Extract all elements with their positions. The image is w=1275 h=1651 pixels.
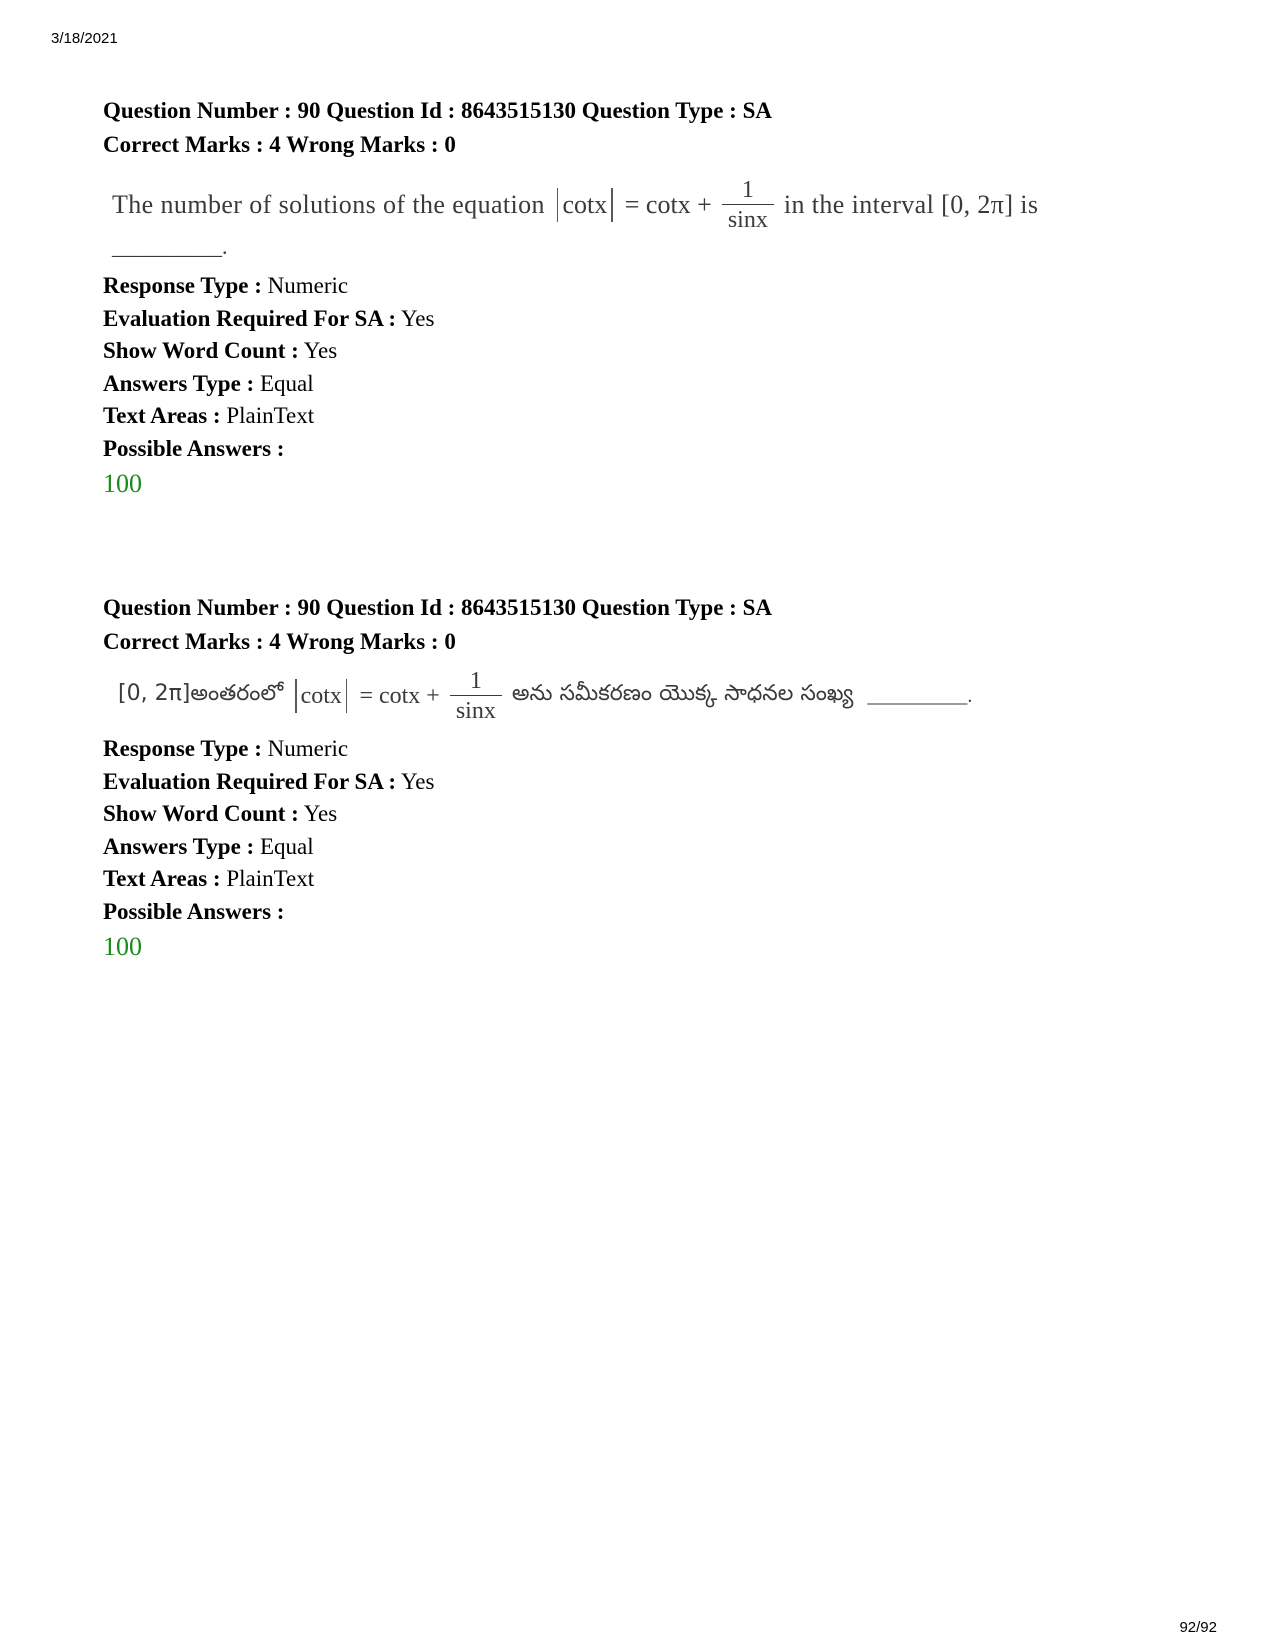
answer-blank: __________. (112, 234, 228, 259)
meta-answers-type: Answers Type : Equal (103, 833, 314, 859)
meta-response-type: Response Type : Numeric (103, 736, 349, 761)
meta-text-areas: Text Areas : PlainText (103, 866, 315, 892)
question-prefix-text: The number of solutions of the equation (112, 190, 545, 219)
equation-rhs: = cotx + (359, 682, 440, 709)
question-text-image (118, 659, 1223, 733)
meta-show-word-count: Show Word Count : Yes (103, 801, 338, 827)
meta-evaluation-required: Evaluation Required For SA : Yes (103, 305, 435, 331)
question-marks-line: Correct Marks : 4 Wrong Marks : 0 (103, 629, 456, 654)
meta-response-type: Response Type : Numeric (103, 273, 349, 298)
question-suffix-text: అను సమీకరణం యొక్క సాధనల సంఖ్య (511, 681, 854, 706)
possible-answer-value: 100 (103, 468, 142, 498)
abs-cot-expression: cotx (291, 679, 351, 713)
question-text-image (112, 162, 1223, 272)
question-block-english (103, 94, 1223, 502)
equation-rhs: = cotx + (624, 190, 712, 219)
question-suffix-text: in the interval [0, 2π] is (783, 190, 1039, 219)
meta-possible-answers: Possible Answers : (103, 435, 285, 461)
question-header-line-1: Question Number : 90 Question Id : 8643515130 Question Type : SA (103, 98, 772, 123)
question-prefix-text: [0, 2π]అంతరంలో (118, 681, 284, 706)
question-header-line-1: Question Number : 90 Question Id : 8643515130 Question Type : SA (103, 595, 772, 620)
abs-cot-expression: cotx (553, 188, 617, 222)
meta-text-areas: Text Areas : PlainText (103, 403, 315, 429)
meta-show-word-count: Show Word Count : Yes (103, 338, 338, 364)
answer-blank: __________. (867, 684, 973, 707)
meta-evaluation-required: Evaluation Required For SA : Yes (103, 768, 435, 794)
question-meta-list (103, 270, 1223, 466)
fraction-one-over-sinx: $\frac{1}{\sin x}$ (450, 667, 502, 725)
page-number: 92/92 (1179, 1619, 1217, 1636)
print-date: 3/18/2021 (51, 30, 118, 47)
possible-answer-value: 100 (103, 931, 142, 961)
question-marks-line: Correct Marks : 4 Wrong Marks : 0 (103, 132, 456, 157)
meta-possible-answers: Possible Answers : (103, 898, 285, 924)
meta-answers-type: Answers Type : Equal (103, 370, 314, 396)
question-meta-list (103, 733, 1223, 929)
fraction-one-over-sinx: $\frac{1}{\sin x}$ (722, 176, 774, 234)
question-block-telugu (103, 591, 1223, 965)
